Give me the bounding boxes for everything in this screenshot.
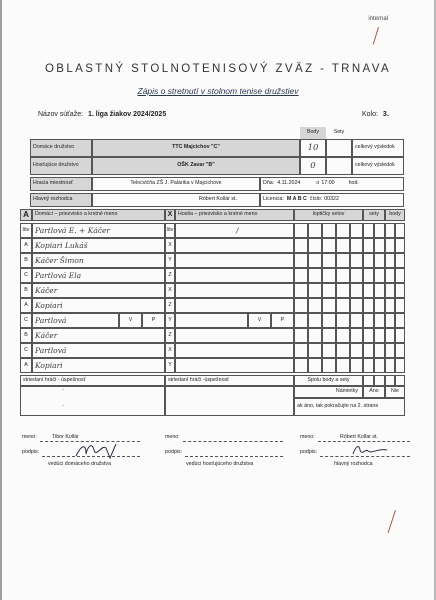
set-score-cell	[350, 253, 363, 268]
away-player-name	[175, 298, 294, 313]
set-score-cell	[294, 358, 308, 373]
body-cell	[395, 268, 405, 283]
competition-label: Názov súťaže:	[38, 111, 84, 118]
set-score-cell	[294, 298, 308, 313]
player-row	[0, 328, 436, 343]
venue-label: Hracia miestnosť	[30, 177, 92, 191]
set-score-cell	[294, 283, 308, 298]
sety-cell	[374, 283, 385, 298]
body-cell	[395, 223, 405, 238]
set-score-cell	[322, 283, 336, 298]
set-score-cell	[308, 313, 322, 328]
sety-cell	[374, 223, 385, 238]
home-code: C	[20, 343, 32, 358]
set-score-cell	[350, 313, 363, 328]
home-role: vedúci domáceho družstva	[48, 461, 112, 467]
sets-header: loptičky setov	[294, 209, 363, 221]
set-score-cell	[322, 313, 336, 328]
body-cell	[385, 283, 395, 298]
home-player-name: Káčer Šimon	[32, 253, 165, 268]
player-row	[0, 283, 436, 298]
set-score-cell	[322, 268, 336, 283]
player-row	[0, 298, 436, 313]
sety-cell	[363, 358, 374, 373]
referee-role: hlavný rozhodca	[334, 461, 373, 467]
set-score-cell	[308, 268, 322, 283]
away-code: Y	[165, 358, 175, 373]
diagonal-mark-bottom	[388, 510, 396, 533]
away-player-name	[175, 268, 294, 283]
sety-cell	[363, 223, 374, 238]
home-players-header: Domáci – priezvisko a krstné meno	[32, 209, 165, 221]
set-score-cell	[350, 343, 363, 358]
body-header: body	[385, 209, 405, 221]
license-number: 00322	[324, 196, 339, 203]
home-player-name: Káčer	[32, 328, 165, 343]
round-line	[362, 111, 389, 118]
away-code: Z	[165, 298, 175, 313]
body-cell	[385, 253, 395, 268]
body-cell	[395, 283, 405, 298]
set-score-cell	[350, 298, 363, 313]
body-cell	[385, 238, 395, 253]
sety-cell	[363, 343, 374, 358]
set-score-cell	[322, 253, 336, 268]
total-sety-cell	[374, 375, 385, 386]
total-label: Spolu body a sety	[294, 375, 363, 386]
body-cell	[395, 328, 405, 343]
sety-cell	[363, 298, 374, 313]
away-player-name	[175, 328, 294, 343]
sety-cell	[374, 268, 385, 283]
home-team-name: TTC Majcichov "C"	[92, 139, 300, 157]
away-players-header: Hostia – priezvisko a krstné meno	[175, 209, 294, 221]
away-team-name: OŠK Zavar "B"	[92, 157, 300, 175]
referee-footer-name: Róbert Kollár st.	[340, 434, 378, 440]
objections-label: Námietky	[294, 386, 363, 398]
total-body-cell	[385, 375, 395, 386]
objections-no: Nie	[385, 386, 405, 398]
set-score-cell	[294, 253, 308, 268]
body-cell	[385, 343, 395, 358]
set-score-cell	[322, 238, 336, 253]
set-score-cell	[350, 238, 363, 253]
home-code: A	[20, 238, 32, 253]
home-signature-label: podpis:	[22, 449, 40, 455]
home-code: štv	[20, 223, 32, 238]
time-value: 17:00	[321, 180, 335, 187]
player-row	[0, 343, 436, 358]
player-row	[0, 238, 436, 253]
round-label: Kolo:	[362, 111, 378, 118]
set-score-cell	[350, 283, 363, 298]
set-score-cell	[322, 358, 336, 373]
set-score-cell	[336, 253, 350, 268]
home-subs-box	[20, 386, 165, 416]
body-cell	[395, 238, 405, 253]
away-player-name	[175, 238, 294, 253]
away-team-label: Hosťujúce družstvo	[30, 157, 92, 175]
body-cell	[395, 253, 405, 268]
set-score-cell	[350, 223, 363, 238]
set-score-cell	[336, 343, 350, 358]
player-row	[0, 313, 436, 328]
set-score-cell	[308, 343, 322, 358]
away-code: X	[165, 238, 175, 253]
home-player-name: Partlová Ela	[32, 268, 165, 283]
venue-value: Telocvičňa ZŠ J. Palárika v Majcichove	[92, 177, 260, 191]
away-role: vedúci hosťujúceho družstva	[186, 461, 254, 467]
diagonal-mark-top	[373, 27, 379, 45]
competition-line	[38, 111, 166, 118]
set-score-cell	[336, 298, 350, 313]
home-loss-box: P	[142, 313, 165, 328]
home-sub-mark: –	[62, 387, 65, 393]
player-row	[0, 223, 436, 238]
home-code: B	[20, 283, 32, 298]
player-row	[0, 358, 436, 373]
sety-cell	[374, 298, 385, 313]
set-score-cell	[336, 313, 350, 328]
license-label: Licencia:	[263, 196, 284, 203]
away-result-label: celkový výsledok	[352, 157, 404, 175]
away-player-name	[175, 343, 294, 358]
sety-cell	[374, 253, 385, 268]
away-player-name	[175, 253, 294, 268]
body-cell	[395, 343, 405, 358]
home-sub-mark: –	[62, 403, 65, 409]
home-result-label: celkový výsledok	[352, 139, 404, 157]
set-score-cell	[308, 358, 322, 373]
round-value: 3.	[382, 111, 389, 118]
set-score-cell	[294, 343, 308, 358]
home-player-name: Partlová	[32, 313, 119, 328]
body-cell	[395, 313, 405, 328]
home-points: 10	[300, 139, 326, 157]
competition-value: 1. liga žiakov 2024/2025	[88, 111, 167, 118]
away-signature-line	[185, 456, 283, 457]
set-score-cell	[294, 328, 308, 343]
home-player-name: Kopiari	[32, 358, 165, 373]
set-score-cell	[308, 238, 322, 253]
home-player-name: Káčer	[32, 283, 165, 298]
player-row	[0, 268, 436, 283]
license-cell	[260, 193, 404, 207]
set-score-cell	[308, 253, 322, 268]
away-code: X	[165, 343, 175, 358]
continuation-note: ak áno, tak pokračujte na 2. strane	[294, 398, 405, 416]
sety-cell	[363, 328, 374, 343]
corner-tag: internal	[368, 16, 388, 22]
set-score-cell	[322, 298, 336, 313]
header-body: Body	[300, 127, 326, 139]
time-prefix: o	[316, 180, 320, 187]
objections-yes: Áno	[363, 386, 385, 398]
sety-cell	[363, 268, 374, 283]
set-score-cell	[336, 223, 350, 238]
away-signature-label: podpis:	[165, 449, 183, 455]
home-win-box: V	[119, 313, 142, 328]
body-cell	[385, 328, 395, 343]
home-letter: A	[20, 209, 32, 221]
away-letter: X	[165, 209, 175, 221]
player-row	[0, 253, 436, 268]
home-code: A	[20, 358, 32, 373]
home-player-name: Partlová E. + Káčer	[32, 223, 165, 238]
away-name-line	[183, 441, 283, 442]
away-code: Y	[165, 253, 175, 268]
set-score-cell	[294, 313, 308, 328]
home-code: B	[20, 328, 32, 343]
set-score-cell	[336, 268, 350, 283]
home-name-label: meno:	[22, 434, 37, 440]
sety-cell	[363, 313, 374, 328]
set-score-cell	[322, 223, 336, 238]
sety-header: sety	[363, 209, 385, 221]
sety-cell	[374, 358, 385, 373]
set-score-cell	[308, 223, 322, 238]
away-code: Z	[165, 328, 175, 343]
away-name-label: meno:	[165, 434, 180, 440]
body-cell	[385, 223, 395, 238]
home-player-name: Kopiari Lukáš	[32, 238, 165, 253]
sety-cell	[374, 328, 385, 343]
date-label: Dňa:	[263, 180, 275, 187]
body-cell	[385, 313, 395, 328]
body-cell	[385, 268, 395, 283]
referee-name: Róbert Kollár st.	[92, 193, 260, 207]
away-win-box: V	[248, 313, 271, 328]
date-time-cell	[260, 177, 404, 191]
total-body-cell	[395, 375, 405, 386]
body-cell	[385, 298, 395, 313]
sety-cell	[363, 253, 374, 268]
federation-title: OBLASTNÝ STOLNOTENISOVÝ ZVÄZ - TRNAVA	[44, 63, 392, 75]
header-sety: Sety	[333, 129, 345, 136]
set-score-cell	[336, 238, 350, 253]
away-player-name	[175, 358, 294, 373]
away-code: Z	[165, 268, 175, 283]
sety-cell	[363, 238, 374, 253]
away-points: 0	[300, 157, 326, 175]
sety-cell	[374, 313, 385, 328]
home-signature	[72, 440, 122, 462]
away-code: X	[165, 283, 175, 298]
form-title: Zápis o stretnutí v stolnom tenise družstiev	[137, 86, 299, 96]
home-code: C	[20, 268, 32, 283]
away-player-name: /	[175, 223, 294, 238]
referee-name-label: meno:	[300, 434, 315, 440]
referee-signature	[350, 442, 390, 458]
sety-cell	[374, 238, 385, 253]
set-score-cell	[294, 238, 308, 253]
away-code: štv	[165, 223, 175, 238]
body-cell	[395, 358, 405, 373]
referee-signature-label: podpis:	[300, 449, 318, 455]
away-player-name	[175, 313, 248, 328]
away-subs-label: striedaní hráči -úspešnosť	[165, 375, 294, 386]
license-classes: M A B C	[286, 196, 307, 203]
home-sets	[326, 139, 352, 157]
home-subs-label: striedaní hráči - úspešnosť	[20, 375, 165, 386]
home-player-name: Partlová	[32, 343, 165, 358]
date-value: 4.11.2024	[277, 180, 301, 187]
set-score-cell	[350, 268, 363, 283]
set-score-cell	[322, 343, 336, 358]
away-loss-box: P	[271, 313, 294, 328]
home-code: A	[20, 298, 32, 313]
referee-label: Hlavný rozhodca	[30, 193, 92, 207]
away-sets	[326, 157, 352, 175]
total-sety-cell	[363, 375, 374, 386]
home-captain-name: Tibor Kollár	[52, 434, 79, 440]
body-cell	[385, 358, 395, 373]
home-team-label: Domáce družstvo	[30, 139, 92, 157]
home-code: B	[20, 253, 32, 268]
body-cell	[395, 298, 405, 313]
time-suffix: hod.	[348, 180, 359, 187]
license-number-label: číslo:	[309, 196, 323, 203]
set-score-cell	[350, 328, 363, 343]
set-score-cell	[308, 283, 322, 298]
away-subs-box	[165, 386, 294, 416]
away-player-name	[175, 283, 294, 298]
set-score-cell	[308, 328, 322, 343]
set-score-cell	[322, 328, 336, 343]
set-score-cell	[350, 358, 363, 373]
set-score-cell	[336, 358, 350, 373]
home-code: C	[20, 313, 32, 328]
set-score-cell	[336, 283, 350, 298]
set-score-cell	[294, 223, 308, 238]
home-player-name: Kopiari	[32, 298, 165, 313]
away-code: Y	[165, 313, 175, 328]
set-score-cell	[308, 298, 322, 313]
sety-cell	[374, 343, 385, 358]
sety-cell	[363, 283, 374, 298]
set-score-cell	[294, 268, 308, 283]
set-score-cell	[336, 328, 350, 343]
